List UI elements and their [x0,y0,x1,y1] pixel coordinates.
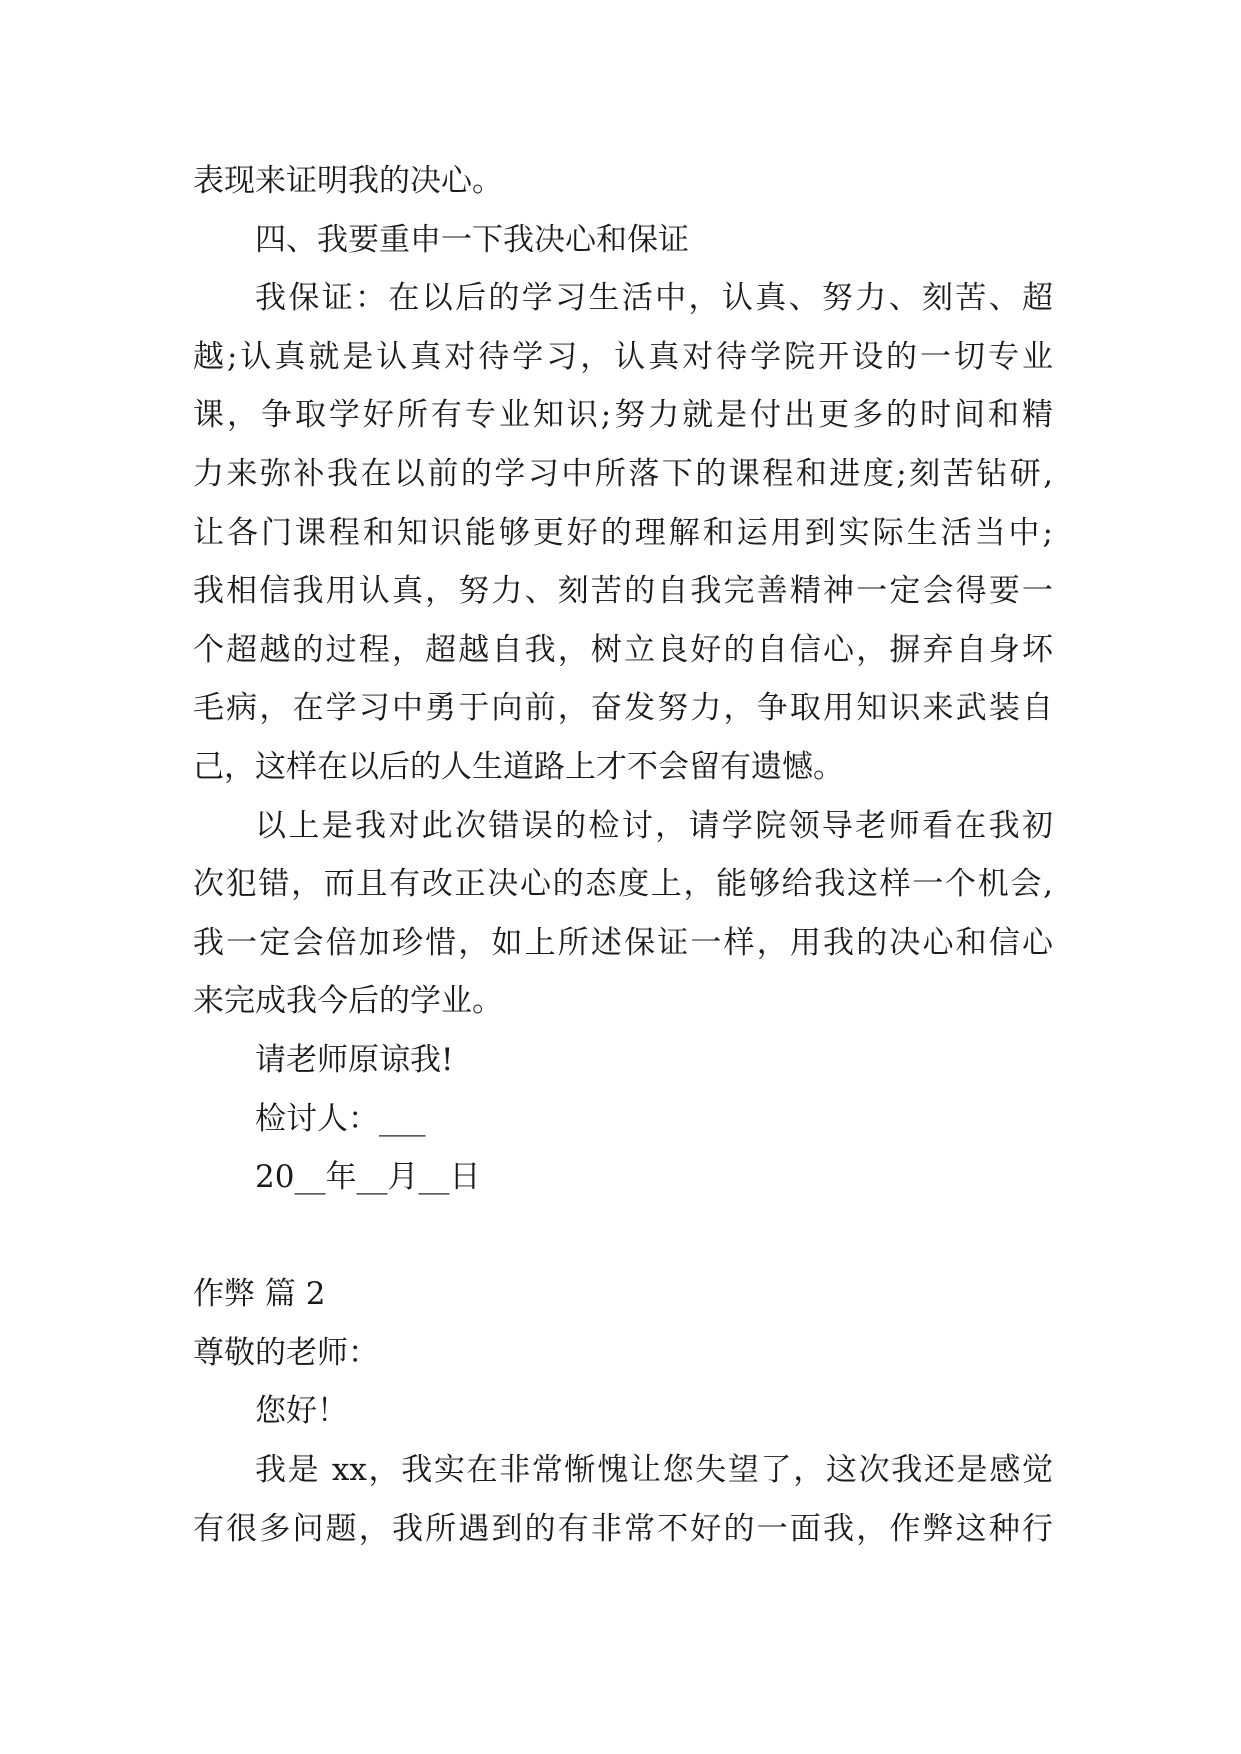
text-line: 个超越的过程，超越自我，树立良好的自信心，摒弃自身坏 [193,631,1053,668]
text-line: 毛病，在学习中勇于向前，奋发努力，争取用知识来武装自 [193,690,1053,727]
document-body [193,152,1053,1558]
text-line: 己，这样在以后的人生道路上才不会留有遗憾。 [193,748,844,785]
text-line: 表现来证明我的决心。 [193,163,503,199]
text-line: 越;认真就是认真对待学习，认真对待学院开设的一切专业 [193,338,1053,375]
salutation: 尊敬的老师： [193,1334,379,1371]
spacer [193,1207,1053,1266]
text-line: 我保证：在以后的学习生活中，认真、努力、刻苦、超 [255,280,1053,317]
greeting: 您好！ [255,1393,348,1430]
section-heading: 四、我要重申一下我决心和保证 [255,221,689,258]
text-line: 有很多问题，我所遇到的有非常不好的一面我，作弊这种行 [193,1510,1053,1547]
text-line: 请老师原谅我! [255,1041,454,1078]
text-line: 以上是我对此次错误的检讨，请学院领导老师看在我初 [255,807,1053,844]
text-line: 力来弥补我在以前的学习中所落下的课程和进度;刻苦钻研, [193,455,1053,492]
text-line: 我一定会倍加珍惜，如上所述保证一样，用我的决心和信心 [193,924,1053,961]
text-line: 来完成我今后的学业。 [193,983,503,1020]
text-line: 让各门课程和知识能够更好的理解和运用到实际生活当中; [193,514,1053,551]
text-line: 次犯错，而且有改正决心的态度上，能够给我这样一个机会, [193,866,1053,903]
date-line: 20__年__月__日 [255,1159,481,1196]
section-title: 作弊 篇 2 [193,1276,326,1313]
text-line: 我是 xx，我实在非常惭愧让您失望了，这次我还是感觉 [255,1452,1053,1489]
text-line: 课，争取学好所有专业知识;努力就是付出更多的时间和精 [193,397,1053,434]
signature-line: 检讨人：___ [255,1100,426,1137]
text-line: 我相信我用认真，努力、刻苦的自我完善精神一定会得要一 [193,573,1053,610]
